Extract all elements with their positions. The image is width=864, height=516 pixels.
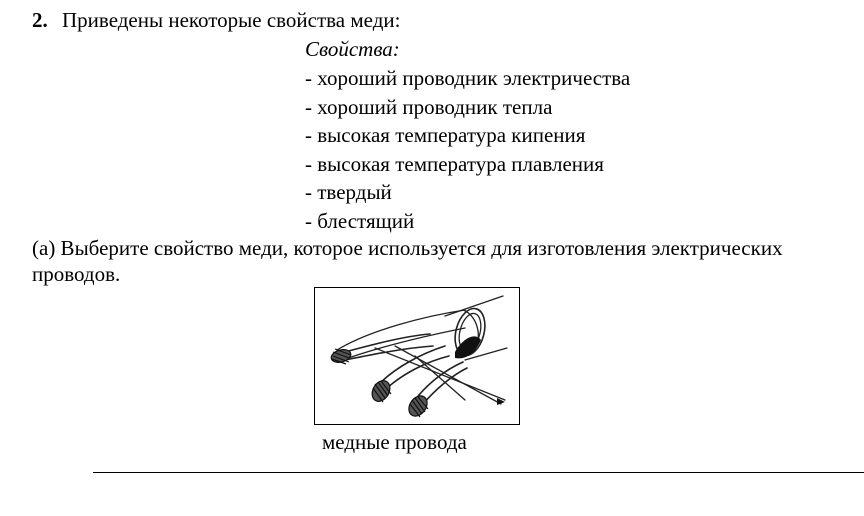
properties-list (305, 64, 630, 235)
properties-title: Свойства: (305, 37, 400, 61)
part-a-question: (а) Выберите свойство меди, которое используется для изготовления электрических проводов. (32, 236, 783, 286)
property-item: - твердый (305, 180, 392, 204)
property-item: - хороший проводник тепла (305, 94, 553, 119)
question-number: 2. (32, 8, 48, 32)
copper-wires-image (314, 287, 520, 425)
property-item: - высокая температура плавления (305, 151, 604, 176)
divider-line (93, 472, 864, 473)
figure-caption: медные провода (322, 430, 467, 454)
property-item: - хороший проводник электричества (305, 66, 631, 90)
question-intro: Приведены некоторые свойства меди: (62, 8, 401, 32)
property-item: - высокая температура кипения (305, 123, 586, 147)
property-item: - блестящий (305, 208, 415, 233)
properties-block (305, 35, 630, 235)
